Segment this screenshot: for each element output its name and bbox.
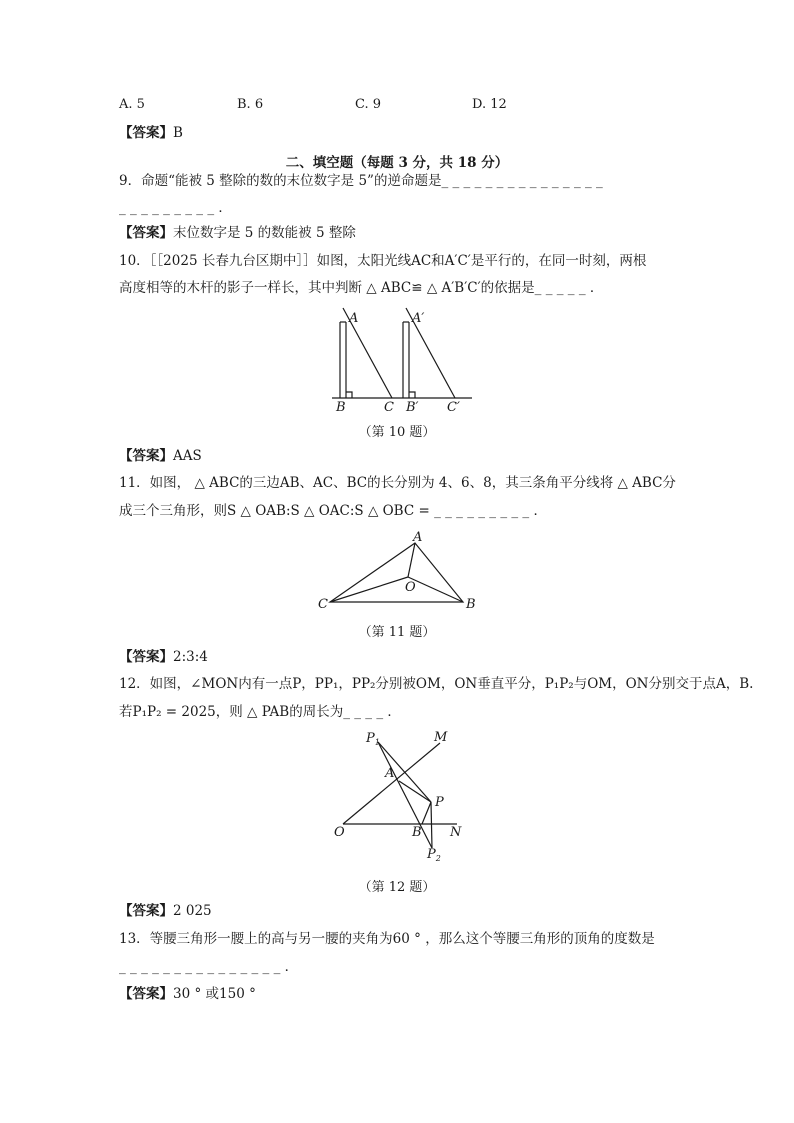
option-c: C. 9 (355, 97, 382, 112)
q12-line1: 12．如图，∠MON内有一点P，PP₁，PP₂分别被OM，ON垂直平分，P₁P₂与OM，ON分别交于点A，B. (119, 676, 754, 692)
label-p1: $P_1$ (366, 731, 380, 747)
q11-line1: 11．如图， △ ABC的三边AB、AC、BC的长分别为 4、6、8，其三条角平分线将 △ ABC分 (119, 475, 676, 491)
bisector-ao (408, 543, 415, 577)
answer-q8 (119, 124, 183, 142)
label-b: B (466, 597, 476, 612)
q10-line1: 10．［［2025 长春九台区期中］］如图，太阳光线AC和A′C′是平行的，在同一时刻，两根 (119, 253, 647, 269)
option-a: A. 5 (119, 97, 145, 112)
option-d: D. 12 (472, 97, 507, 112)
answer-label: 【答案】 (119, 448, 173, 464)
answer-text: 2:3:4 (173, 649, 208, 665)
label-o: O (334, 825, 345, 840)
answer-text: 2 025 (173, 903, 212, 919)
label-a: A (385, 766, 395, 781)
answer-q12 (119, 902, 212, 920)
label-a-prime: A′ (412, 311, 425, 326)
label-b: B (412, 825, 422, 840)
right-angle-mark (409, 392, 415, 398)
answer-label: 【答案】 (119, 649, 173, 665)
option-b: B. 6 (237, 97, 264, 112)
answer-text: AAS (173, 448, 202, 464)
answer-q10 (119, 447, 202, 465)
label-c: C (318, 597, 328, 612)
label-b: B (336, 400, 346, 415)
q9-line1: 9．命题“能被 5 整除的数的末位数字是 5”的逆命题是_ _ _ _ _ _ _ _ _ _ _ _ _ _ _ (119, 173, 603, 189)
segment-p1p2 (378, 742, 432, 848)
q12-caption: （第 12 题） (358, 880, 436, 895)
label-o: O (405, 580, 416, 595)
bisector-bo (408, 577, 463, 602)
q13-line1: 13．等腰三角形一腰上的高与另一腰的夹角为60 ° ，那么这个等腰三角形的顶角的度数是 (119, 931, 655, 947)
ray-om (343, 743, 440, 824)
label-p2: $P_2$ (427, 847, 441, 863)
answer-label: 【答案】 (119, 903, 173, 919)
bisector-co (330, 577, 408, 602)
answer-text: 30 ° 或150 ° (173, 986, 256, 1002)
label-a: A (413, 530, 423, 545)
q11-line2: 成三个三角形，则S △ OAB:S △ OAC:S △ OBC = _ _ _ _ _ _ _ _ _ ． (119, 503, 547, 519)
right-angle-mark (346, 392, 352, 398)
label-b-prime: B′ (406, 400, 419, 415)
answer-text: 末位数字是 5 的数能被 5 整除 (173, 225, 356, 241)
answer-q13 (119, 985, 256, 1003)
label-n: N (450, 825, 462, 840)
answer-label: 【答案】 (119, 986, 173, 1002)
label-p: P (435, 795, 444, 810)
q10-line2: 高度相等的木杆的影子一样长，其中判断 △ ABC≌ △ A′B′C′的依据是_ _ _ _ _ ． (119, 280, 604, 296)
label-a: A (349, 311, 359, 326)
answer-q9 (119, 224, 356, 242)
q12-line2: 若P₁P₂ = 2025，则 △ PAB的周长为_ _ _ _ ． (119, 704, 401, 720)
answer-label: 【答案】 (119, 125, 173, 141)
label-c-prime: C′ (447, 400, 460, 415)
label-m: M (434, 730, 448, 745)
section-title: 二、填空题（每题 3 分，共 18 分） (285, 155, 509, 171)
segment-pb (422, 802, 431, 824)
label-c: C (384, 400, 394, 415)
answer-label: 【答案】 (119, 225, 173, 241)
segment-pp2 (431, 802, 432, 848)
q12-figure (325, 725, 475, 870)
q10-figure (320, 300, 480, 418)
q10-caption: （第 10 题） (358, 425, 436, 440)
q9-line2: _ _ _ _ _ _ _ _ _ ． (119, 200, 232, 216)
answer-q11 (119, 648, 208, 666)
q11-caption: （第 11 题） (358, 625, 436, 640)
q13-line2: _ _ _ _ _ _ _ _ _ _ _ _ _ _ _ ． (119, 959, 299, 975)
answer-text: B (173, 125, 183, 141)
q11-figure (315, 525, 485, 615)
